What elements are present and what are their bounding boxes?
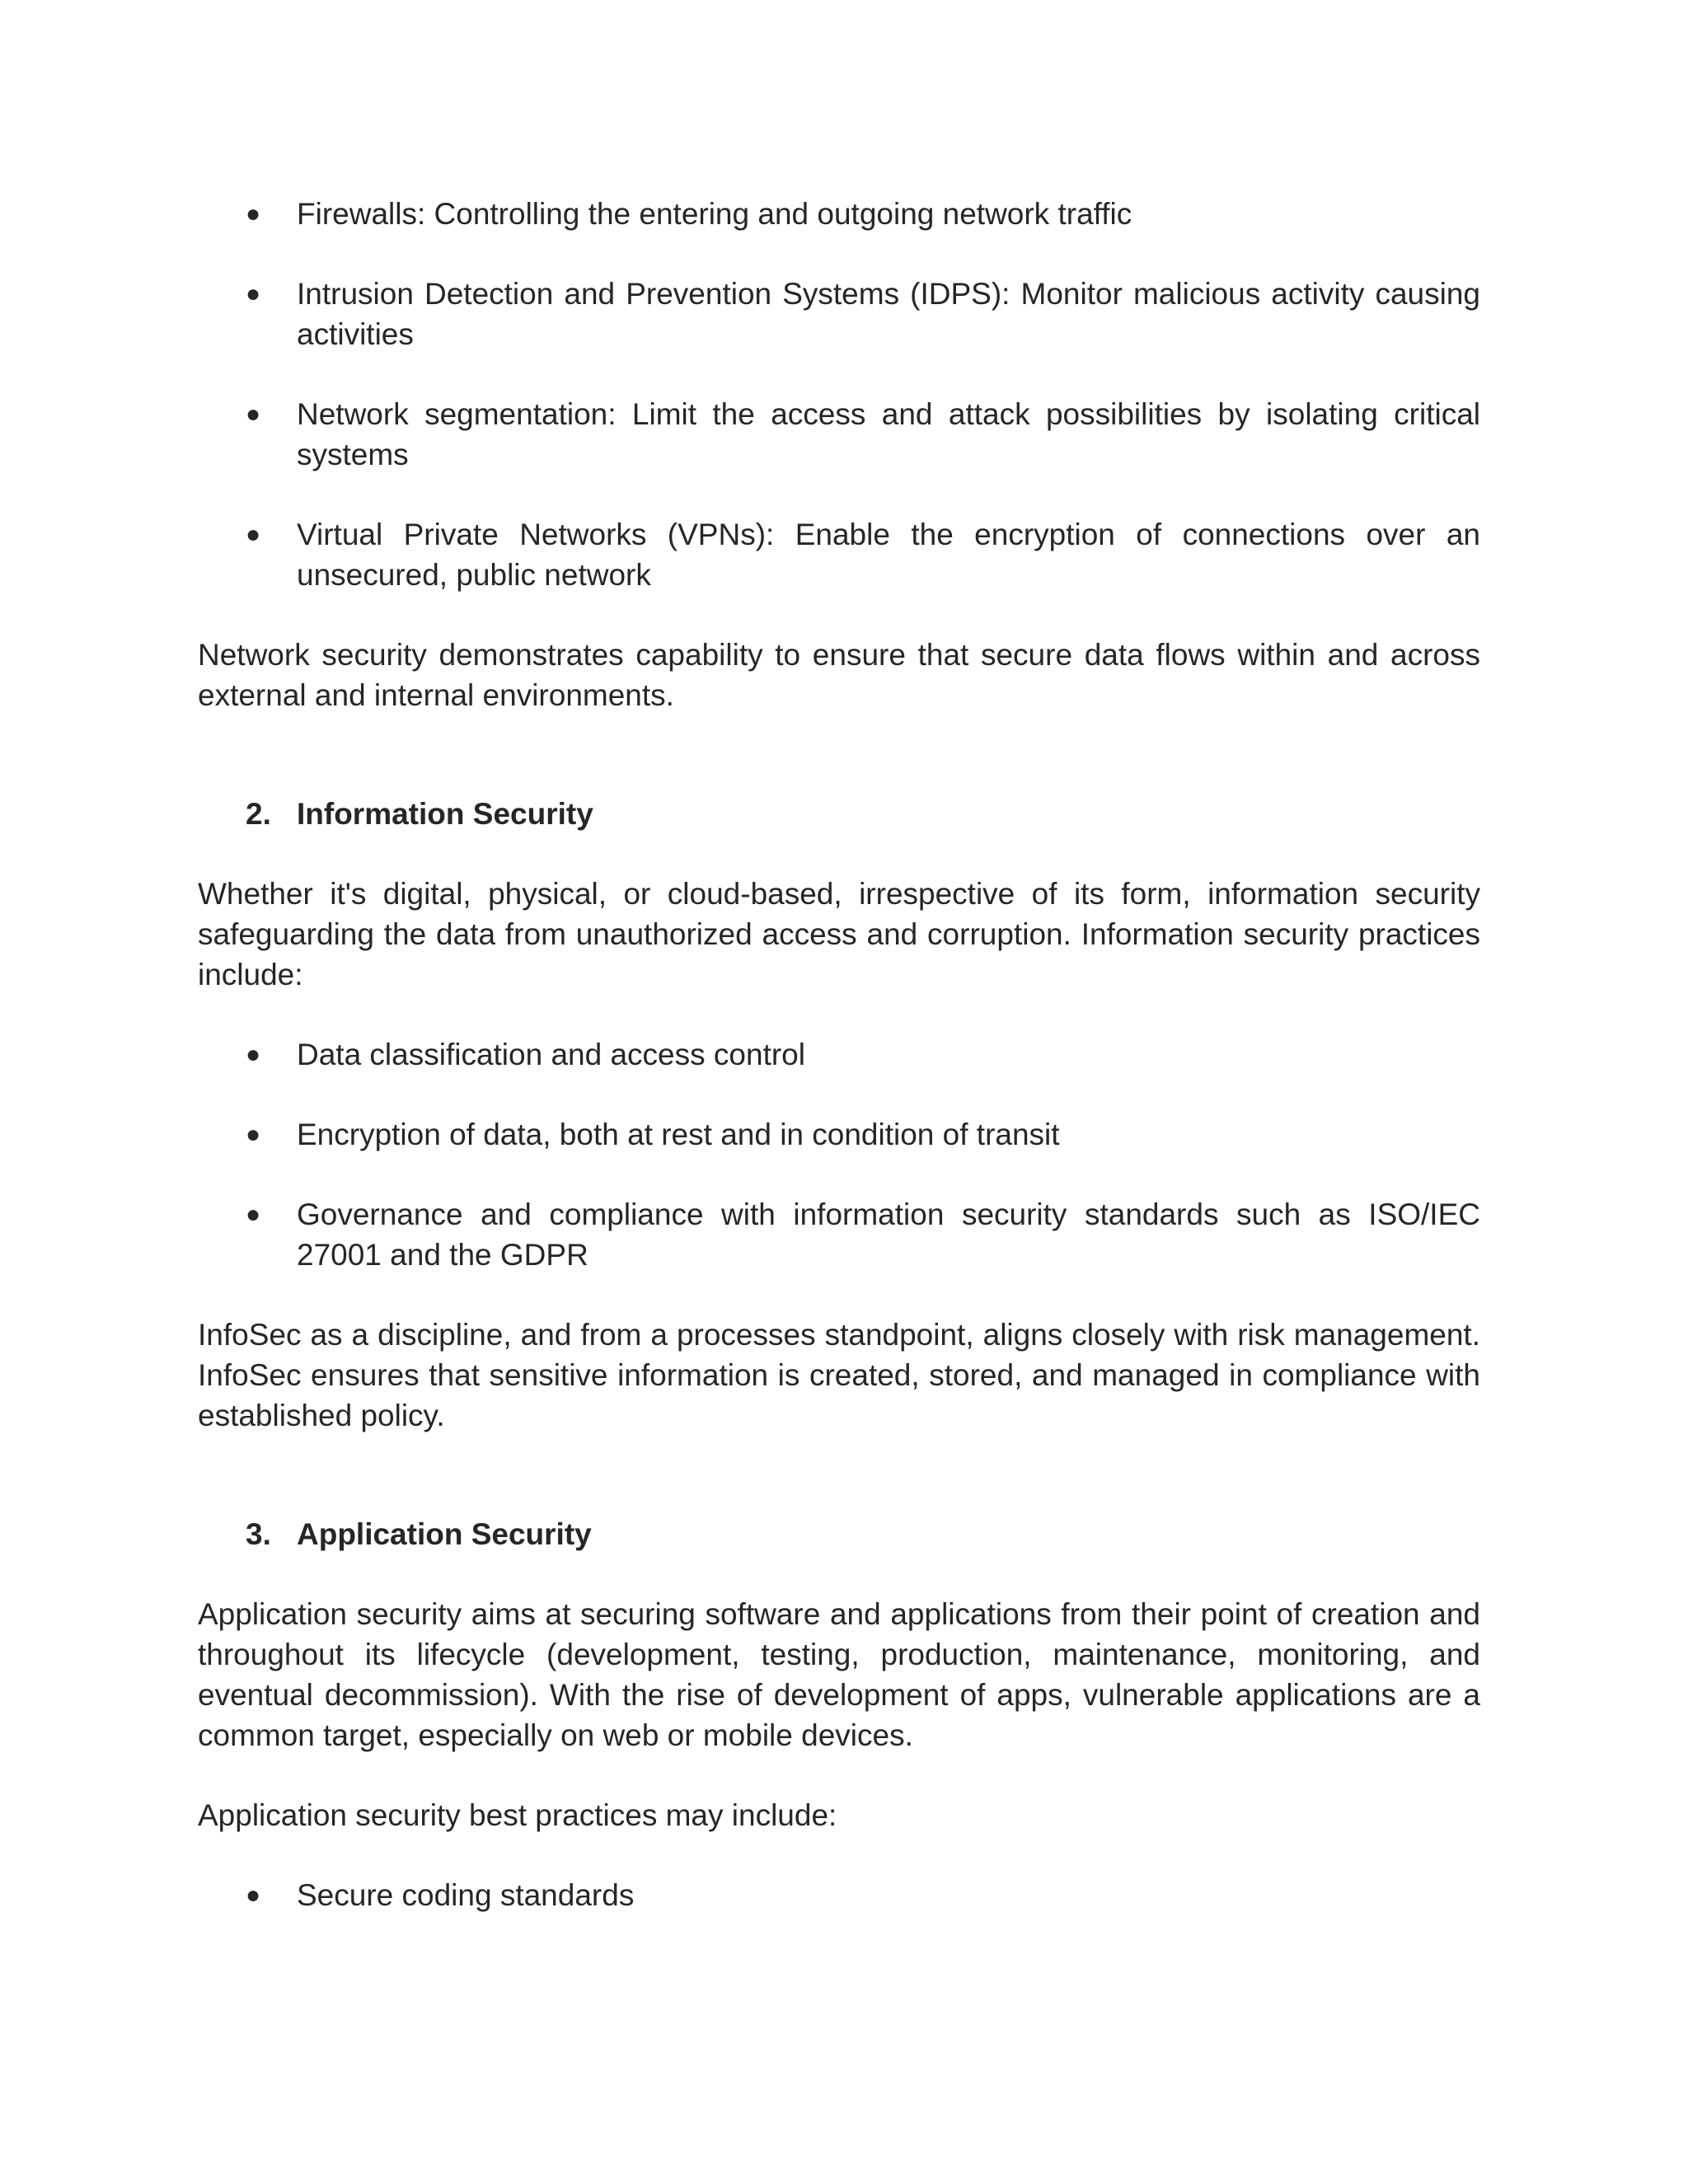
list-item-text: Data classification and access control [297,1038,805,1071]
section-title: Information Security [297,797,593,831]
list-spacer [198,1155,1480,1194]
list-item-text: Network segmentation: Limit the access and attack possibilities by isolating critical systems [297,397,1480,471]
application-security-intro: Application security aims at securing software and applications from their point of creation and throughout its lifecycle (development, testing, production, maintenance, monitoring, and eventual decommission). With the rise of development of apps, vulnerable applications are a common target, especially on web or mobile devices. [198,1597,1480,1752]
list-item [198,194,1480,234]
list-item-text: Encryption of data, both at rest and in condition of transit [297,1118,1060,1151]
list-item [198,274,1480,354]
section-number: 3. [246,1517,271,1551]
section-heading-information-security [198,794,1480,834]
bullet-icon: ● [246,401,261,428]
bullet-icon: ● [246,200,261,227]
list-item [198,514,1480,595]
list-spacer [198,354,1480,394]
section-heading-application-security [198,1514,1480,1554]
list-item-text: Intrusion Detection and Prevention Systems (IDPS): Monitor malicious activity causing activities [297,277,1480,351]
list-item [198,1875,1480,1915]
list-item-text: Firewalls: Controlling the entering and outgoing network traffic [297,197,1132,231]
list-item-text: Virtual Private Networks (VPNs): Enable the encryption of connections over an unsecured, public network [297,518,1480,592]
section-title: Application Security [297,1517,592,1551]
bullet-icon: ● [246,1201,261,1228]
information-security-summary: InfoSec as a discipline, and from a processes standpoint, aligns closely with risk management. InfoSec ensures that sensitive information is created, stored, and managed in compliance with established policy. [198,1318,1480,1432]
bullet-icon: ● [246,1121,261,1148]
list-item [198,1114,1480,1155]
bullet-icon: ● [246,280,261,307]
document-content [198,194,1480,1915]
list-spacer [198,234,1480,274]
section-number: 2. [246,797,271,831]
network-summary-paragraph: Network security demonstrates capability to ensure that secure data flows within and across external and internal environments. [198,638,1480,712]
network-security-list [198,194,1480,595]
information-security-intro: Whether it's digital, physical, or cloud-based, irrespective of its form, information security safeguarding the data from unauthorized access and corruption. Information security practices include: [198,877,1480,991]
list-item-text: Secure coding standards [297,1878,635,1912]
list-item-text: Governance and compliance with information security standards such as ISO/IEC 27001 and the GDPR [297,1197,1480,1272]
list-item [198,394,1480,475]
bullet-icon: ● [246,1041,261,1068]
list-item [198,1034,1480,1075]
list-spacer [198,1075,1480,1114]
information-security-list [198,1034,1480,1275]
list-item [198,1194,1480,1275]
bullet-icon: ● [246,1882,261,1909]
bullet-icon: ● [246,521,261,548]
application-security-practices-lead: Application security best practices may include: [198,1798,837,1832]
application-security-list [198,1875,1480,1915]
list-spacer [198,475,1480,514]
